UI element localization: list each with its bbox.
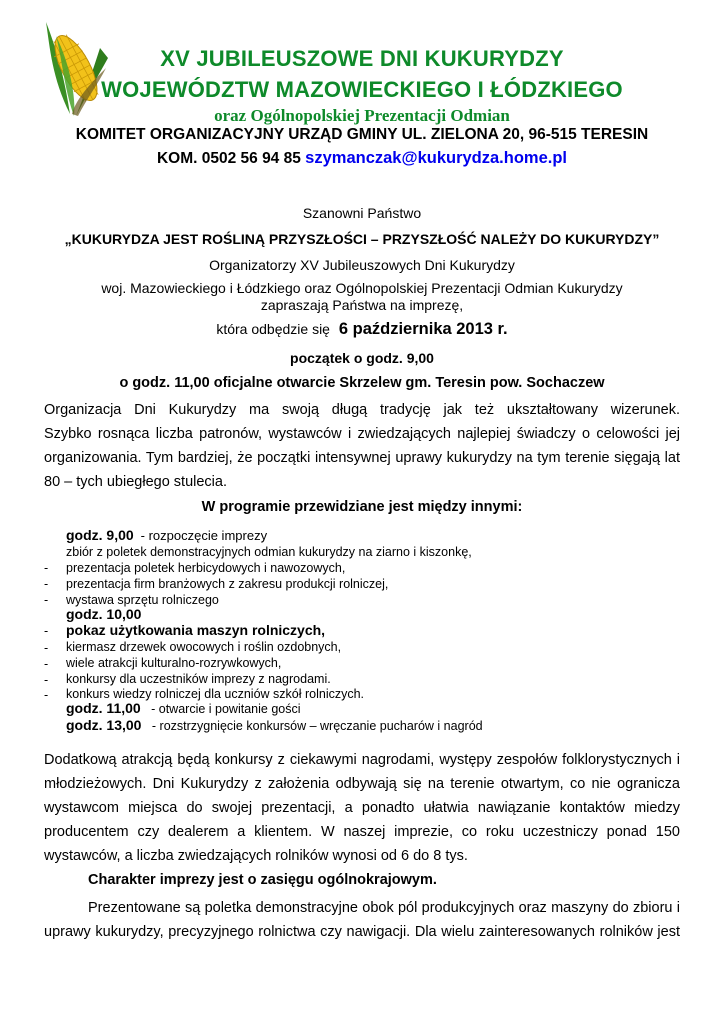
start-time: początek o godz. 9,00 <box>290 350 434 366</box>
list-item: prezentacja firm branżowych z zakresu produkcji rolniczej, <box>66 577 389 591</box>
body-paragraph-2-line-4: producentem czy dealerem a klientem. W naszej imprezie, co roku uczestniczy ponad 150 <box>44 824 680 840</box>
organizers-line: Organizatorzy XV Jubileuszowych Dni Kukurydzy <box>209 257 515 273</box>
program-entry-13 <box>66 717 483 733</box>
body-paragraph-2-line-2: młodzieżowych. Dni Kukurydzy z założenia odbywają się na terenie otwartym, co nie ogranicza <box>44 776 680 792</box>
program-heading: W programie przewidziane jest między innymi: <box>201 499 523 515</box>
time-9: godz. 9,00 <box>66 527 134 543</box>
body-paragraph-1-line-1: Organizacja Dni Kukurydzy ma swoją długą tradycję jak też ukształtowany wizerunek. <box>44 402 680 418</box>
desc-13: - rozstrzygnięcie konkursów – wręczanie pucharów i nagród <box>151 719 483 733</box>
list-item: pokaz użytkowania maszyn rolniczych, <box>66 622 326 638</box>
list-item: konkursy dla uczestników imprezy z nagrodami. <box>66 672 331 686</box>
desc-9: - rozpoczęcie imprezy <box>140 528 268 543</box>
body-paragraph-1-line-3: organizowania. Tym bardziej, że początki intensywnej uprawy kukurydzy na tym terenie sięgają lat <box>44 450 680 466</box>
body-paragraph-2-line-5: wystawców, a liczba zwiedzających rolników wynosi od 6 do 8 tys. <box>44 848 468 864</box>
list-item: zbiór z poletek demonstracyjnych odmian kukurydzy na ziarno i kiszonkę, <box>66 545 472 559</box>
list-item: prezentacja poletek herbicydowych i nawozowych, <box>66 561 346 575</box>
bullet-dash: - <box>44 624 49 638</box>
title-line-1: XV JUBILEUSZOWE DNI KUKURYDZY <box>160 46 564 71</box>
list-item: konkurs wiedzy rolniczej dla uczniów szkół rolniczych. <box>66 687 365 701</box>
body-paragraph-3-line-2: uprawy kukurydzy, precyzyjnego rolnictwa czy nawigacji. Dla wielu zainteresowanych rolników jest <box>44 924 680 940</box>
body-paragraph-2-line-1: Dodatkową atrakcją będą konkursy z ciekawymi nagrodami, występy zespołów folklorystycznych i <box>44 752 680 768</box>
list-item: wiele atrakcji kulturalno-rozrywkowych, <box>66 656 282 670</box>
event-date: 6 października 2013 r. <box>338 320 508 338</box>
bullet-dash: - <box>44 673 49 687</box>
phone-number: KOM. 0502 56 94 85 <box>156 150 301 167</box>
time-11: godz. 11,00 <box>66 700 141 716</box>
character-line: Charakter imprezy jest o zasięgu ogólnokrajowym. <box>88 872 437 888</box>
opening-line: o godz. 11,00 oficjalne otwarcie Skrzelew gm. Teresin pow. Sochaczew <box>119 375 605 391</box>
subtitle: oraz Ogólnopolskiej Prezentacji Odmian <box>214 106 510 125</box>
list-item: wystawa sprzętu rolniczego <box>66 593 219 607</box>
regions-line: woj. Mazowieckiego i Łódzkiego oraz Ogólnopolskiej Prezentacji Odmian Kukurydzy <box>101 280 623 296</box>
program-entry-11 <box>66 700 301 716</box>
contact-line <box>0 149 724 168</box>
bullet-dash: - <box>44 657 49 671</box>
bullet-dash: - <box>44 688 49 702</box>
bullet-dash: - <box>44 593 49 607</box>
salutation: Szanowni Państwo <box>302 205 422 221</box>
program-entry-9 <box>66 527 267 543</box>
list-item: kiermasz drzewek owocowych i roślin ozdobnych, <box>66 640 342 654</box>
motto: „KUKURYDZA JEST ROŚLINĄ PRZYSZŁOŚCI – PRZYSZŁOŚĆ NALEŻY DO KUKURYDZY” <box>64 231 660 247</box>
committee-address: KOMITET ORGANIZACYJNY URZĄD GMINY UL. ZIELONA 20, 96-515 TERESIN <box>75 126 649 143</box>
body-paragraph-1-line-4: 80 – tych ubiegłego stulecia. <box>44 474 227 490</box>
email-link[interactable]: szymanczak@kukurydza.home.pl <box>305 149 568 167</box>
body-paragraph-2-line-3: wystawcom miejsca do swojej prezentacji, a ponadto ułatwia nawiązanie kontaktów miedzy <box>44 800 680 816</box>
date-prefix: która odbędzie się <box>216 321 330 337</box>
bullet-dash: - <box>44 561 49 575</box>
invitation-line: zapraszają Państwa na imprezę, <box>260 297 464 313</box>
event-date-line <box>0 320 724 339</box>
desc-11: - otwarcie i powitanie gości <box>151 702 301 716</box>
time-13: godz. 13,00 <box>66 717 142 733</box>
bullet-dash: - <box>44 577 49 591</box>
bullet-dash: - <box>44 641 49 655</box>
title-line-2: WOJEWÓDZTW MAZOWIECKIEGO I ŁÓDZKIEGO <box>101 77 623 102</box>
body-paragraph-1-line-2: Szybko rosnąca liczba patronów, wystawców i zwiedzających najlepiej świadczy o celowości jej <box>44 426 680 442</box>
body-paragraph-3-line-1: Prezentowane są poletka demonstracyjne obok pól produkcyjnych oraz maszyny do zbioru i <box>88 900 680 916</box>
time-10: godz. 10,00 <box>66 606 142 622</box>
